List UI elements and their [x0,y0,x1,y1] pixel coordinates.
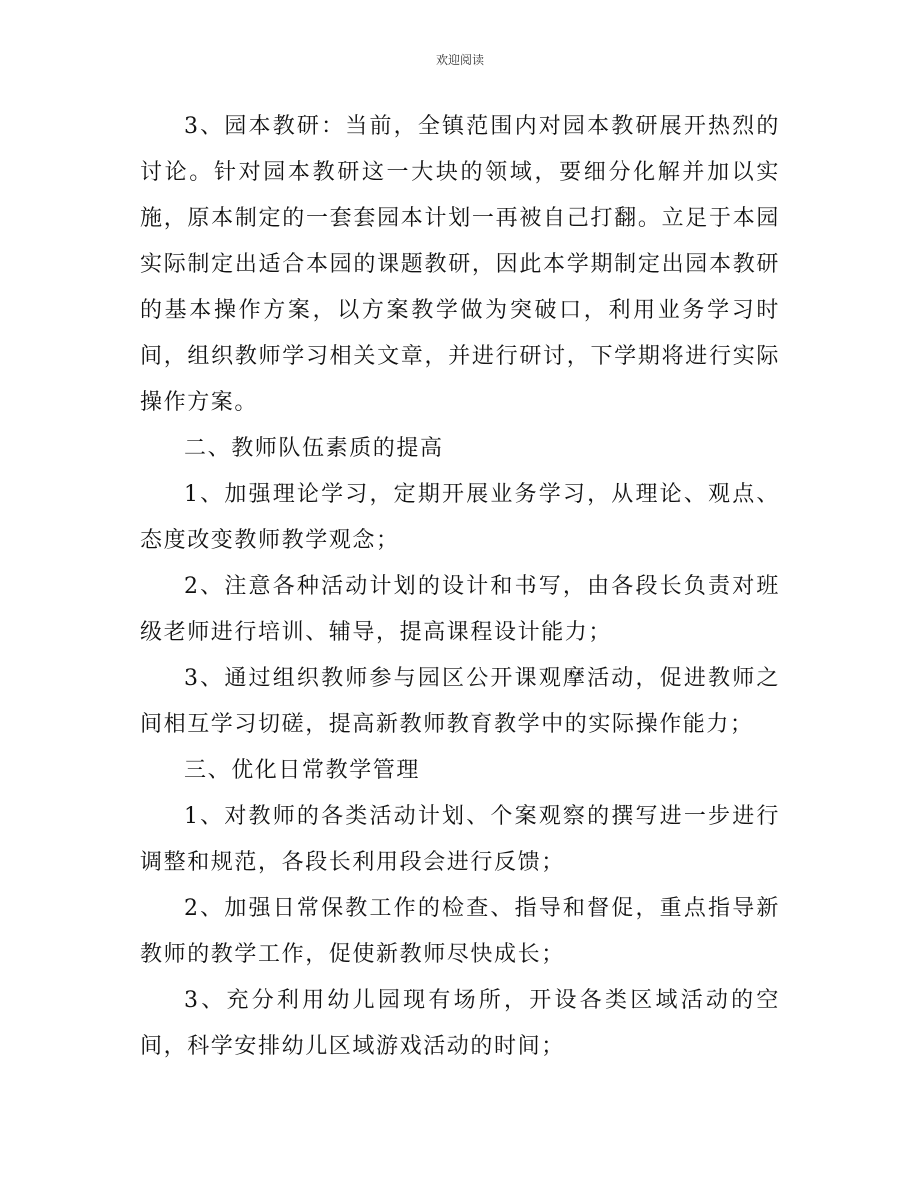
section-heading-teacher-quality: 二、教师队伍素质的提高 [184,436,444,461]
paragraph-area-activities: 3、充分利用幼儿园现有场所，开设各类区域活动的空间，科学安排幼儿区域游戏活动的时间； [140,988,780,1059]
paragraph-inspection: 2、加强日常保教工作的检查、指导和督促，重点指导新教师的教学工作，促使新教师尽快成长； [140,896,780,967]
paragraph-plan-writing: 1、对教师的各类活动计划、个案观察的撰写进一步进行调整和规范，各段长利用段会进行反馈； [140,804,780,875]
page-header: 欢迎阅读 [435,53,484,67]
paragraph-activity-planning: 2、注意各种活动计划的设计和书写，由各段长负责对班级老师进行培训、辅导，提高课程设计能力； [140,574,780,645]
paragraph-theory-study: 1、加强理论学习，定期开展业务学习，从理论、观点、态度改变教师教学观念； [140,482,780,553]
document-body [140,104,780,1070]
section-heading-daily-management: 三、优化日常教学管理 [184,758,421,783]
paragraph-garden-research: 3、园本教研：当前，全镇范围内对园本教研展开热烈的讨论。针对园本教研这一大块的领域，要细分化解并加以实施，原本制定的一套套园本计划一再被自己打翻。立足于本园实际制定出适合本园的课题教研，因此本学期制定出园本教研的基本操作方案，以方案教学做为突破口，利用业务学习时间，组织教师学习相关文章，并进行研讨，下学期将进行实际操作方案。 [140,114,780,415]
paragraph-open-class: 3、通过组织教师参与园区公开课观摩活动，促进教师之间相互学习切磋，提高新教师教育教学中的实际操作能力； [140,666,780,737]
